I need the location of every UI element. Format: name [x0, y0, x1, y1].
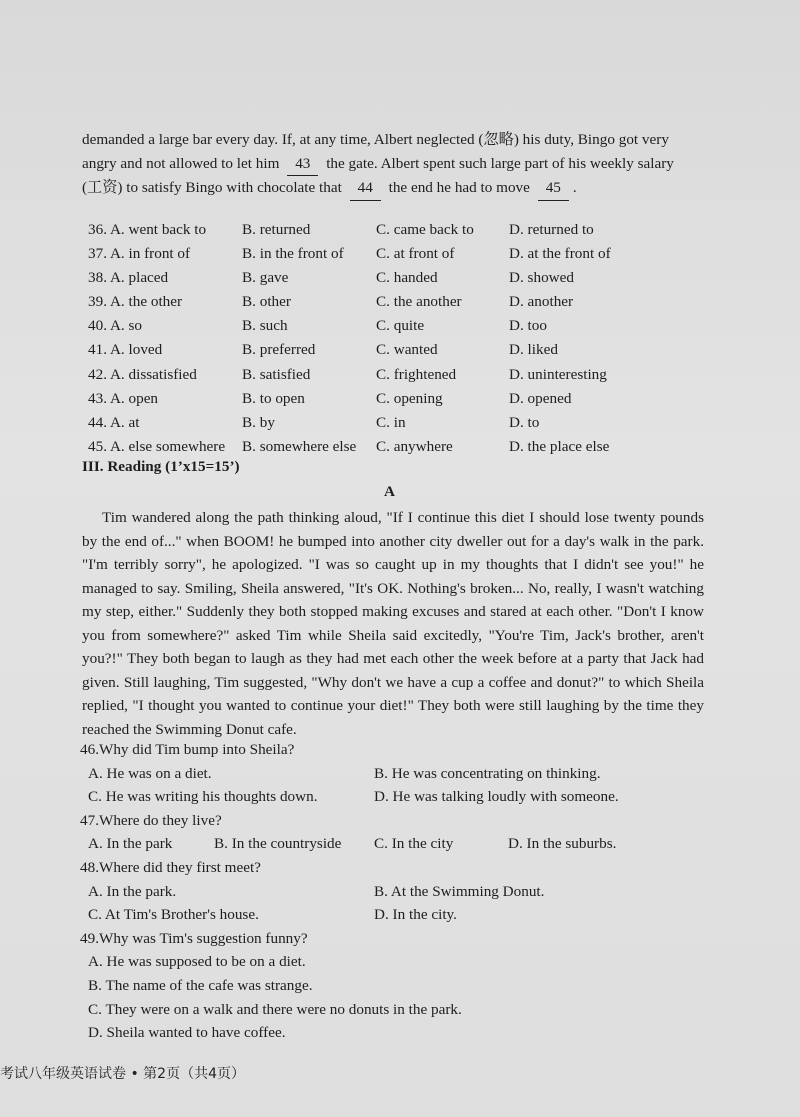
option-row	[80, 785, 720, 809]
cloze-options	[88, 218, 728, 459]
option-b: B. returned	[242, 221, 311, 238]
passage-line: demanded a large bar every day. If, at any time, Albert neglected (忽略) his duty, Bingo got very	[82, 131, 669, 148]
option-c: C. handed	[376, 269, 438, 287]
option-a: 39. A. the other	[88, 293, 183, 311]
option-b: B. The name of the cafe was strange.	[88, 976, 313, 994]
option-row	[80, 880, 720, 904]
option-b: B. preferred	[242, 341, 316, 359]
passage-line: (工资) to satisfy Bingo with chocolate that	[82, 179, 342, 196]
question-stem: 47.Where do they live?	[80, 811, 222, 829]
option-d: D. uninteresting	[509, 365, 607, 383]
option-row	[88, 411, 728, 435]
blank-45: 45	[538, 176, 569, 201]
option-c: C. wanted	[376, 341, 438, 359]
option-b: B. satisfied	[242, 365, 311, 383]
option-c: C. He was writing his thoughts down.	[88, 788, 318, 806]
option-row	[80, 832, 720, 856]
option-a: 44. A. at	[88, 413, 140, 431]
option-d: D. He was talking loudly with someone.	[374, 788, 619, 806]
option-d: D. Sheila wanted to have coffee.	[88, 1024, 286, 1042]
option-b: B. such	[242, 317, 288, 335]
passage-period: .	[572, 179, 577, 196]
option-d: D. In the city.	[374, 906, 457, 924]
option-b: B. gave	[242, 269, 289, 287]
reading-questions	[80, 738, 720, 1045]
option-d: D. at the front of	[509, 245, 611, 263]
option-a: 43. A. open	[88, 389, 159, 407]
question-stem: 48.Where did they first meet?	[80, 858, 261, 876]
option-d: D. showed	[509, 269, 574, 287]
option-b: B. He was concentrating on thinking.	[374, 764, 601, 782]
option-row	[80, 903, 720, 927]
option-d: D. too	[509, 317, 547, 335]
option-c: C. opening	[376, 389, 443, 407]
passage-line: angry and not allowed to let him	[82, 154, 280, 172]
option-b: B. other	[242, 293, 291, 311]
option-c: C. at front of	[376, 245, 455, 263]
blank-44: 44	[350, 176, 381, 201]
option-c: C. frightened	[376, 365, 457, 383]
option-a: 36. A. went back to	[88, 221, 207, 238]
question-stem: 49.Why was Tim's suggestion funny?	[80, 929, 308, 947]
option-d: D. liked	[509, 341, 558, 359]
option-c: C. came back to	[376, 221, 474, 238]
option-d: D. returned to	[509, 221, 594, 238]
option-b: B. to open	[242, 389, 305, 407]
option-c: C. quite	[376, 317, 425, 335]
option-row	[80, 762, 720, 786]
option-b: B. At the Swimming Donut.	[374, 882, 545, 900]
option-d: D. opened	[509, 389, 572, 407]
option-row	[88, 387, 728, 411]
option-row	[88, 435, 728, 459]
option-a: 41. A. loved	[88, 341, 163, 359]
option-row	[88, 218, 728, 242]
option-a: 42. A. dissatisfied	[88, 365, 197, 383]
cloze-passage-end	[82, 128, 708, 201]
reading-passage: Tim wandered along the path thinking aloud, "If I continue this diet I should lose twenty pounds by the end of..." when BOOM! he bumped into another city dweller out for a day's walk in the park. "I'm terribly sorry", he apologized. "I was so caught up in my thoughts that I didn't see you!" he managed to say. Smiling, Sheila answered, "It's OK. Nothing's broken... No, really, I wasn't watching my step, either." Suddenly they both stopped making excuses and stared at each other. "Don't I know you from somewhere?" asked Tim while Sheila said excitedly, "You're Tim, Jack's brother, aren't you?!" They both began to laugh as they had met each other the week before at a party that Jack had given. Still laughing, Tim suggested, "Why don't we have a cup a coffee and donut?" to which Sheila replied, "I thought you wanted to continue your diet!" They both were still laughing by the time they reached the Swimming Donut cafe.	[82, 509, 704, 738]
option-a: 37. A. in front of	[88, 245, 191, 263]
option-c: C. the another	[376, 293, 462, 311]
option-b: B. by	[242, 413, 275, 431]
passage-line: the gate. Albert spent such large part of his weekly salary	[326, 154, 674, 172]
option-b: B. In the countryside	[214, 835, 342, 853]
option-row	[88, 266, 728, 290]
option-a: 45. A. else somewhere	[88, 437, 226, 455]
section-title: III. Reading (1’x15=15’)	[82, 458, 240, 475]
passage-letter: A	[384, 483, 395, 500]
option-a: A. In the park	[88, 835, 173, 853]
option-row	[88, 338, 728, 362]
option-row	[88, 290, 728, 314]
option-row	[88, 242, 728, 266]
option-d: D. the place else	[509, 437, 610, 455]
option-a: A. He was on a diet.	[88, 764, 212, 782]
blank-43: 43	[287, 152, 318, 177]
option-b: B. in the front of	[242, 245, 344, 263]
option-a: 38. A. placed	[88, 269, 169, 287]
option-d: D. In the suburbs.	[508, 835, 617, 853]
passage-line: the end he had to move	[388, 179, 530, 196]
option-a: A. He was supposed to be on a diet.	[88, 953, 306, 971]
question-stem: 46.Why did Tim bump into Sheila?	[80, 741, 295, 758]
option-row	[88, 314, 728, 338]
option-c: C. anywhere	[376, 437, 453, 455]
option-d: D. another	[509, 293, 574, 311]
option-c: C. They were on a walk and there were no donuts in the park.	[88, 1000, 462, 1018]
option-c: C. At Tim's Brother's house.	[88, 906, 259, 924]
option-a: 40. A. so	[88, 317, 143, 335]
option-c: C. In the city	[374, 835, 454, 853]
option-b: B. somewhere else	[242, 437, 357, 455]
option-d: D. to	[509, 413, 540, 431]
option-a: A. In the park.	[88, 882, 177, 900]
option-c: C. in	[376, 413, 406, 431]
option-row	[88, 363, 728, 387]
page-footer: 考试八年级英语试卷 • 第2页（共4页）	[0, 1066, 245, 1082]
